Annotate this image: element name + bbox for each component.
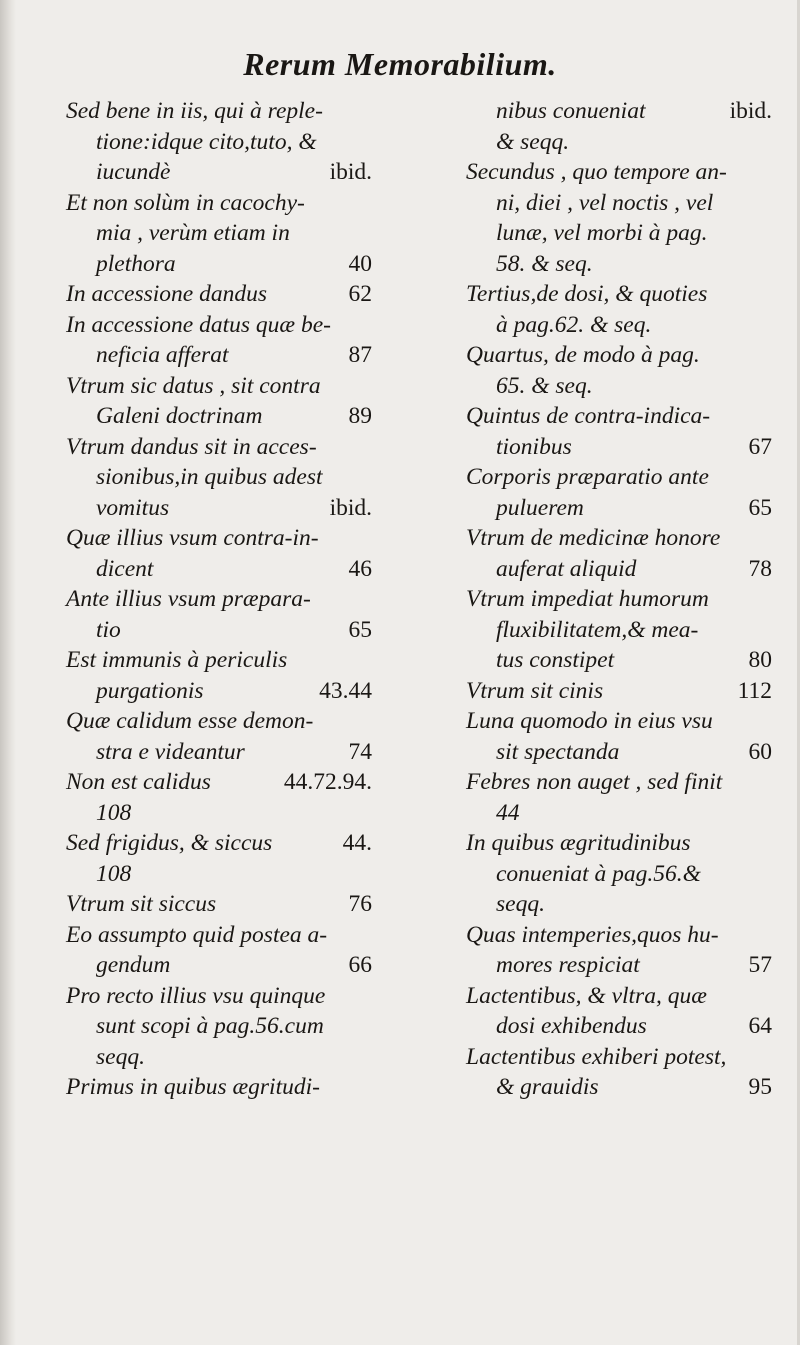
index-entry-line <box>466 645 772 676</box>
index-entry-line <box>466 798 772 829</box>
index-entry-line <box>466 1011 772 1042</box>
entry-text: gendum <box>96 952 171 978</box>
index-entry-line <box>66 554 372 585</box>
index-entry-line <box>466 462 772 493</box>
index-entry-line <box>66 676 372 707</box>
index-entry <box>466 279 772 340</box>
index-entry <box>466 767 772 828</box>
page-reference: 78 <box>748 555 772 582</box>
page-reference: 44.72.94. <box>283 769 372 795</box>
index-entry-line <box>466 920 772 951</box>
entry-text: Non est calidus <box>66 769 211 795</box>
entry-text: Lactentibus exhiberi potest, <box>466 1043 727 1070</box>
index-entry <box>66 584 372 645</box>
index-entry-line <box>66 798 372 829</box>
entry-text: Ante illius vsum præpara- <box>66 586 311 612</box>
page-binding-edge <box>0 0 16 1345</box>
entry-text: ni, diei , vel noctis , vel <box>496 189 714 216</box>
entry-text: Galeni doctrinam <box>96 403 263 429</box>
entry-text: Quæ calidum esse demon- <box>66 708 314 734</box>
index-entry-line <box>466 310 772 341</box>
index-entry-line <box>66 340 372 371</box>
entry-text: puluerem <box>496 494 584 521</box>
entry-text: dosi exhibendus <box>496 1013 647 1039</box>
entry-text: dicent <box>96 555 154 582</box>
index-entry-line <box>66 615 372 646</box>
index-entry <box>66 432 372 524</box>
entry-text: Vtrum sic datus , sit contra <box>66 372 321 399</box>
index-entry-line <box>466 615 772 646</box>
index-entry-line <box>66 523 372 554</box>
index-entry <box>466 462 772 523</box>
index-entry <box>66 645 372 706</box>
index-entry-line <box>466 889 772 920</box>
entry-text: stra e videantur <box>96 738 245 765</box>
page-reference: 66 <box>348 952 372 978</box>
index-entry <box>466 401 772 462</box>
page-reference: ibid. <box>729 98 772 124</box>
entry-text: Primus in quibus ægritudi- <box>66 1074 320 1100</box>
index-entry-line <box>66 279 372 310</box>
index-entry <box>466 340 772 401</box>
index-entry <box>66 279 372 310</box>
entry-text: & grauidis <box>496 1074 599 1100</box>
index-entry-line <box>66 981 372 1012</box>
index-entry-line <box>66 1042 372 1073</box>
page-reference: 40 <box>348 250 372 277</box>
index-entry-line <box>66 401 372 432</box>
index-entry-line <box>466 676 772 707</box>
index-entry <box>66 96 372 188</box>
index-entry-line <box>466 401 772 432</box>
entry-text: neficia afferat <box>96 342 229 368</box>
index-entry-line <box>466 279 772 310</box>
index-entry-line <box>66 950 372 981</box>
index-entry-line <box>466 432 772 463</box>
entry-text: conueniat à pag.56.& <box>496 860 701 887</box>
index-entry <box>466 523 772 584</box>
page-reference: ibid. <box>329 494 372 521</box>
index-entry-line <box>66 584 372 615</box>
index-entry-line <box>66 767 372 798</box>
entry-text: fluxibilitatem,& mea- <box>496 616 699 643</box>
entry-text: In quibus ægritudinibus <box>466 830 691 856</box>
entry-text: Quartus, de modo à pag. <box>466 342 700 368</box>
entry-text: 108 <box>96 860 132 887</box>
index-entry-line <box>66 218 372 249</box>
index-entry <box>466 981 772 1042</box>
entry-text: seqq. <box>96 1043 145 1070</box>
index-entry-line <box>66 889 372 920</box>
entry-text: 58. & seq. <box>496 250 593 277</box>
index-entry-line <box>66 310 372 341</box>
index-entry-line <box>466 96 772 127</box>
entry-text: tus constipet <box>496 647 615 673</box>
index-entry-line <box>66 737 372 768</box>
entry-text: Sed bene in iis, qui à reple- <box>66 98 323 124</box>
index-entry <box>66 889 372 920</box>
entry-text: In accessione datus quæ be- <box>66 311 331 338</box>
index-entry-line <box>466 737 772 768</box>
index-entry <box>66 371 372 432</box>
index-entry <box>66 920 372 981</box>
index-entry-line <box>466 523 772 554</box>
page-reference: 62 <box>348 281 372 307</box>
entry-text: plethora <box>96 250 176 277</box>
page-reference: 80 <box>748 647 772 673</box>
entry-text: Luna quomodo in eius vsu <box>466 708 713 734</box>
index-entry <box>466 828 772 920</box>
index-column-right <box>466 96 772 1103</box>
entry-text: Sed frigidus, & siccus <box>66 830 273 856</box>
index-entry <box>466 584 772 676</box>
index-entry-line <box>466 340 772 371</box>
entry-text: Secundus , quo tempore an- <box>466 159 727 185</box>
entry-text: Quintus de contra-indica- <box>466 403 711 429</box>
index-entry <box>466 96 772 157</box>
index-entry-line <box>466 554 772 585</box>
index-entry-line <box>466 950 772 981</box>
entry-text: 108 <box>96 799 132 826</box>
page-reference: 60 <box>748 738 772 765</box>
index-entry-line <box>66 188 372 219</box>
entry-text: Est immunis à periculis <box>66 647 288 673</box>
entry-text: mores respiciat <box>496 952 640 978</box>
entry-text: Vtrum dandus sit in acces- <box>66 433 317 460</box>
entry-text: sunt scopi à pag.56.cum <box>96 1013 324 1039</box>
page-reference: ibid. <box>329 159 372 185</box>
entry-text: Vtrum sit siccus <box>66 891 217 917</box>
index-entry-line <box>66 96 372 127</box>
page-reference: 76 <box>348 891 372 917</box>
page-reference: 64 <box>748 1013 772 1039</box>
entry-text: Eo assumpto quid postea a- <box>66 921 328 948</box>
index-entry-line <box>66 1011 372 1042</box>
index-entry <box>66 1072 372 1103</box>
entry-text: tio <box>96 616 121 643</box>
page-reference: 44. <box>342 830 372 856</box>
entry-text: 65. & seq. <box>496 372 593 399</box>
index-entry-line <box>466 706 772 737</box>
index-entry <box>466 706 772 767</box>
entry-text: Quas intemperies,quos hu- <box>466 921 719 948</box>
index-entry <box>66 310 372 371</box>
entry-text: purgationis <box>96 677 204 704</box>
page-reference: 112 <box>737 677 772 704</box>
entry-text: Quæ illius vsum contra-in- <box>66 525 319 551</box>
index-entry-line <box>466 371 772 402</box>
entry-text: sit spectanda <box>496 738 620 765</box>
index-entry-line <box>66 249 372 280</box>
entry-text: nibus conueniat <box>496 98 646 124</box>
entry-text: iucundè <box>96 159 171 185</box>
entry-text: lunæ, vel morbi à pag. <box>496 220 708 246</box>
index-entry-line <box>466 828 772 859</box>
index-entry <box>66 981 372 1073</box>
index-entry-line <box>66 157 372 188</box>
page-reference: 46 <box>348 555 372 582</box>
index-entry-line <box>66 462 372 493</box>
running-header: Rerum Memorabilium. <box>243 46 557 82</box>
page-reference: 67 <box>748 433 772 460</box>
entry-text: Pro recto illius vsu quinque <box>66 982 326 1009</box>
page-reference: 87 <box>348 342 372 368</box>
entry-text: Corporis præparatio ante <box>466 464 709 490</box>
index-entry-line <box>466 981 772 1012</box>
index-entry-line <box>466 493 772 524</box>
index-entry <box>66 523 372 584</box>
index-entry-line <box>66 920 372 951</box>
index-entry <box>66 828 372 889</box>
index-entry <box>466 676 772 707</box>
index-entry <box>66 706 372 767</box>
page-reference: 74 <box>348 738 372 765</box>
index-entry-line <box>466 127 772 158</box>
page-reference: 65 <box>348 616 372 643</box>
page-reference: 95 <box>748 1074 772 1100</box>
index-entry-line <box>66 432 372 463</box>
entry-text: 44 <box>496 799 520 826</box>
entry-text: seqq. <box>496 891 545 917</box>
index-entry-line <box>66 493 372 524</box>
entry-text: In accessione dandus <box>66 281 268 307</box>
index-entry-line <box>66 859 372 890</box>
index-entry-line <box>466 249 772 280</box>
entry-text: tionibus <box>496 433 572 460</box>
page-reference: 43.44 <box>319 677 372 704</box>
index-entry <box>66 767 372 828</box>
entry-text: Lactentibus, & vltra, quæ <box>466 982 707 1009</box>
index-entry-line <box>466 1072 772 1103</box>
index-entry-line <box>66 127 372 158</box>
entry-text: tione:idque cito,tuto, & <box>96 128 317 155</box>
index-entry-line <box>66 1072 372 1103</box>
index-entry-line <box>466 1042 772 1073</box>
index-entry-line <box>466 584 772 615</box>
index-entry <box>66 188 372 280</box>
index-entry-line <box>466 188 772 219</box>
index-entry-line <box>66 645 372 676</box>
index-entry <box>466 157 772 279</box>
index-entry-line <box>66 706 372 737</box>
index-entry-line <box>466 767 772 798</box>
index-entry <box>466 1042 772 1103</box>
entry-text: Tertius,de dosi, & quoties <box>466 281 708 307</box>
page-reference: 89 <box>348 403 372 429</box>
entry-text: Vtrum de medicinæ honore <box>466 525 721 551</box>
entry-text: Vtrum impediat humorum <box>466 586 709 612</box>
entry-text: Vtrum sit cinis <box>466 677 604 704</box>
entry-text: mia , verùm etiam in <box>96 220 290 246</box>
entry-text: sionibus,in quibus adest <box>96 464 323 490</box>
entry-text: Febres non auget , sed finit <box>466 769 723 795</box>
entry-text: à pag.62. & seq. <box>496 311 652 338</box>
index-entry <box>466 920 772 981</box>
page-reference: 65 <box>748 494 772 521</box>
index-entry-line <box>466 859 772 890</box>
index-entry-line <box>466 157 772 188</box>
entry-text: vomitus <box>96 494 170 521</box>
index-column-left <box>66 96 372 1103</box>
entry-text: Et non solùm in cacochy- <box>66 189 305 216</box>
index-entry-line <box>466 218 772 249</box>
index-entry-line <box>66 371 372 402</box>
page-reference: 57 <box>748 952 772 978</box>
entry-text: & seqq. <box>496 128 570 155</box>
index-entry-line <box>66 828 372 859</box>
entry-text: auferat aliquid <box>496 555 637 582</box>
